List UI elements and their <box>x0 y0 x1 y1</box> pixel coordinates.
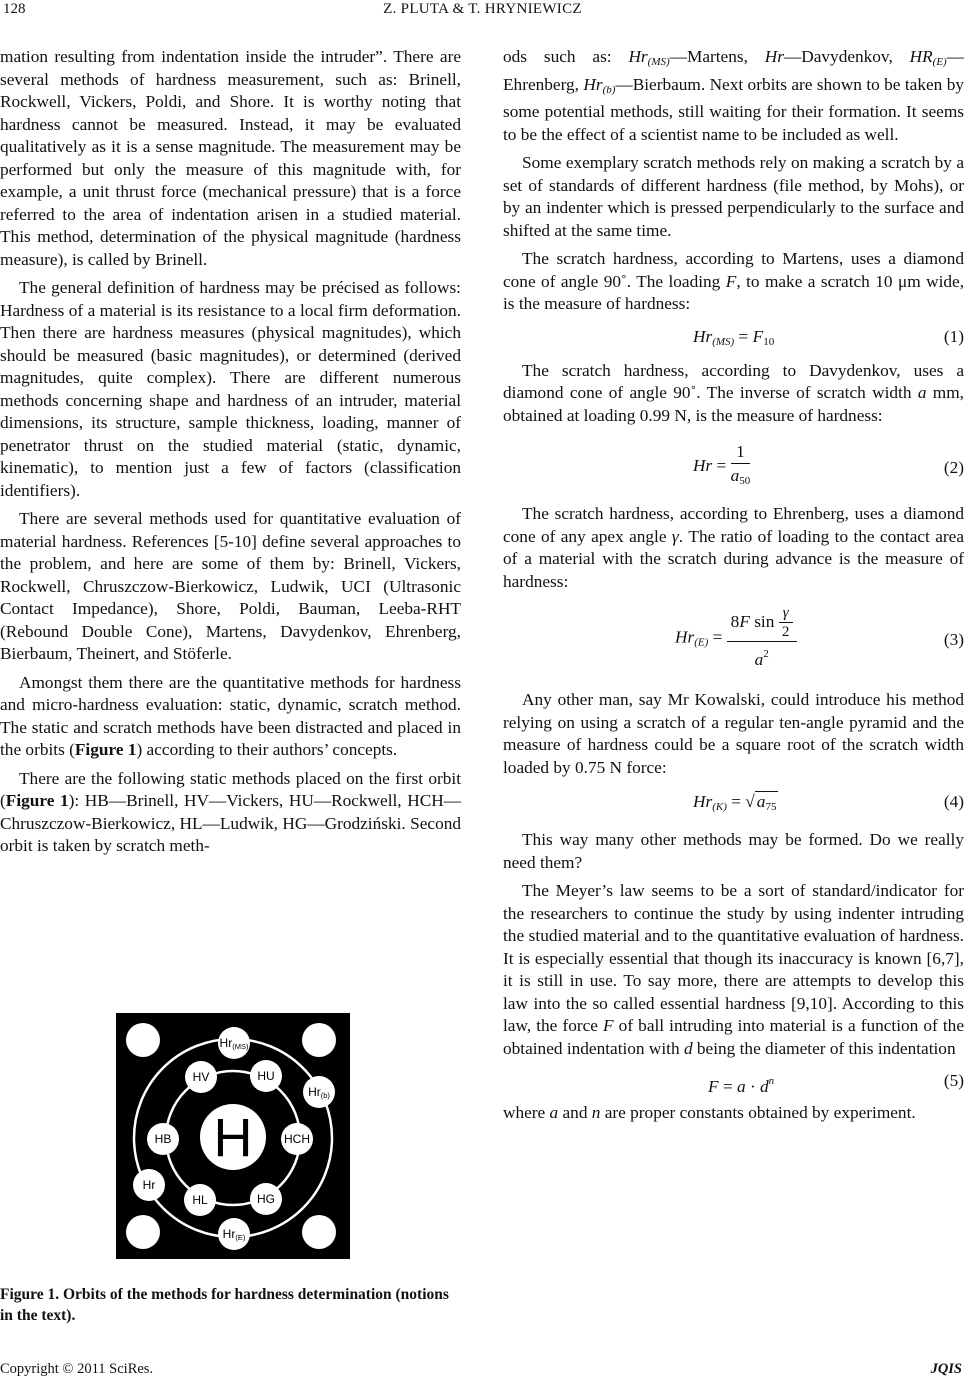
eq-sign: = <box>722 1077 733 1096</box>
text: , to make a scratch 10 μm wide, is the measure of hardness: <box>503 271 965 313</box>
radicand <box>755 791 779 811</box>
eq-sign: = <box>738 326 749 346</box>
text: ) according to their authors’ concepts. <box>136 740 398 759</box>
text: Amongst them there are the quantitative methods for hardness and micro-hardness evaluation: static, dynamic, scratch method. The static and scratch methods have been distracted and placed in the orbits ( <box>0 672 461 759</box>
paragraph <box>0 768 461 858</box>
text: where <box>503 1103 550 1122</box>
left-column <box>0 46 461 858</box>
equation-2 <box>503 427 964 503</box>
paragraph <box>503 46 964 146</box>
corner-circle <box>126 1023 160 1057</box>
denominator: 2 <box>781 624 790 640</box>
paragraph: This way many other methods may be formed. Do we really need them? <box>503 830 964 872</box>
equation-1 <box>503 316 964 360</box>
text: and <box>558 1103 592 1122</box>
paragraph <box>503 880 964 1060</box>
subscript: (b) <box>602 83 616 96</box>
eq-subscript: (E) <box>694 636 709 649</box>
eq-lhs: Hr <box>675 627 695 647</box>
text: . The ratio of loading to the contact area of a material with the scratch during advance is the measure of hardness: <box>503 526 964 591</box>
eq-lhs: F <box>708 1077 719 1096</box>
eq-subscript: 75 <box>765 801 777 813</box>
symbol: HR <box>909 47 933 66</box>
eq-var: d <box>760 1077 769 1096</box>
corner-circle <box>302 1215 336 1249</box>
paragraph: mation resulting from indentation inside the intruder”. There are several methods of hardness measurement, such as: Brinell, Rockwell, Vickers, Poldi, and Shore. It is worthy noting that hardness cannot be measured. Instead, it may be evaluated qualitatively as it is a sense magnitude. The measurement may be performed but only the measure of this magnitude with, for example, a unit thrust force (mechanical pressure) that is a force referred to the area of indentation arisen in a studied material. This method, determination of the physical magnitude (hardness measure), is called by Brinell. <box>0 47 461 269</box>
denominator <box>727 642 797 672</box>
corner-circle <box>126 1215 160 1249</box>
numerator: γ <box>779 605 793 623</box>
paragraph <box>0 672 461 762</box>
text: The Meyer’s law seems to be a sort of standard/indicator for the researchers to continue the study by using indenter intruding the studied material and to the quantitative evaluation of hardness. It is especially essential that though its inaccuracy is known [6,7], it is still in use. To say more, there are attempts to develop this law into the so called essential hardness [9,10]. According to this law, the force <box>503 881 964 1035</box>
paragraph <box>503 360 964 428</box>
page-number: 128 <box>3 1 26 17</box>
node-label: Hr <box>142 1178 156 1192</box>
node-label: HL <box>192 1193 208 1207</box>
text: of ball intruding into material is a function of the obtained indentation with <box>503 1016 964 1058</box>
inner-fraction <box>779 605 793 641</box>
eq-lhs: Hr <box>693 326 713 346</box>
equation-4 <box>503 779 964 829</box>
node-label: HV <box>192 1070 210 1084</box>
right-column <box>503 46 964 1125</box>
numerator: 1 <box>731 441 751 464</box>
eq-var: a <box>754 650 764 669</box>
eq-coef: 8 <box>730 611 740 631</box>
eq-sign: = <box>731 792 741 811</box>
eq-sign: = <box>712 627 723 647</box>
eq-subscript: 50 <box>739 475 751 487</box>
text: ): HB—Brinell, HV—Vickers, HU—Rockwell, HCH—Chruszczow-Bierkowicz, HL—Ludwik, HG—Grodziński. Second orbit is taken by scratch meth- <box>0 791 461 855</box>
eq-sign: = <box>716 455 727 475</box>
paragraph: The general definition of hardness may be précised as follows: Hardness of a material is its resistance to a local firm deformation. Then there are hardness measures (physical magnitudes), which should be measured (basic magnitudes), or determined (derived magnitudes, quite complex). There are different numerous methods concerning shape and hardness of an intruder, material dimensions, its structure, sample thickness, loading, manner of penetrator thrust on the studied material (static, dynamic, kinematic), to mention just a few of factors (classification identifiers). <box>0 278 461 500</box>
symbol: n <box>591 1103 601 1122</box>
corner-circle <box>302 1023 336 1057</box>
eq-subscript: (MS) <box>712 335 735 348</box>
eq-lhs: Hr <box>693 455 713 475</box>
fraction <box>727 605 797 672</box>
text: mm, obtained at loading 0.99 N, is the measure of hardness: <box>503 383 964 425</box>
eq-var: a <box>730 466 740 485</box>
orbits-diagram <box>116 1013 350 1259</box>
symbol: Hr <box>628 47 648 66</box>
text: The scratch hardness, according to Davydenkov, uses a diamond cone of angle 90˚. The inverse of scratch width <box>503 360 964 402</box>
eq-rhs: F <box>752 326 764 346</box>
figure-ref: Figure 1 <box>74 740 137 759</box>
eq-superscript: n <box>768 1075 775 1087</box>
node-label: HCH <box>284 1132 310 1146</box>
eq-subscript: (K) <box>712 801 727 813</box>
radical-sign: √ <box>745 792 755 811</box>
text: —Ehrenberg, <box>503 47 964 94</box>
text: ods such as: <box>503 47 629 66</box>
subscript: (MS) <box>647 56 670 68</box>
node-label: Hr(MS) <box>219 1036 249 1051</box>
text: —Davydenkov, <box>783 47 910 66</box>
text: —Bierbaum. Next orbits are shown to be taken by some potential methods, still waiting for their formation. It seems to be the effect of a scientist name to be included as well. <box>503 74 964 144</box>
node-label: Hr(E) <box>222 1227 246 1242</box>
running-head: Z. PLUTA & T. HRYNIEWICZ <box>383 1 582 17</box>
equation-3 <box>503 593 964 689</box>
figure-1 <box>116 1013 350 1259</box>
node-label: HG <box>257 1192 275 1206</box>
symbol: Hr <box>583 74 603 94</box>
eq-function: sin <box>754 611 775 631</box>
equation-number: (2) <box>943 458 964 477</box>
paragraph <box>503 1102 964 1125</box>
copyright: Copyright © 2011 SciRes. <box>0 1361 154 1377</box>
eq-operator: · <box>749 1077 756 1096</box>
symbol: F <box>725 271 737 291</box>
equation-5 <box>503 1060 964 1102</box>
paragraph: Any other man, say Mr Kowalski, could introduce his method relying on using a scratch of a regular ten-angle pyramid and the measure of hardness could be a square root of the scratch width loaded by 0.75 N force: <box>503 690 964 777</box>
symbol: d <box>683 1038 693 1058</box>
eq-var: F <box>739 611 750 631</box>
paragraph <box>503 503 964 593</box>
equation-number: (5) <box>943 1071 964 1090</box>
eq-var: a <box>756 792 766 811</box>
journal-abbrev: JQIS <box>930 1361 962 1377</box>
numerator <box>727 605 797 642</box>
node-label: HB <box>154 1132 172 1146</box>
symbol: F <box>603 1016 614 1035</box>
equation-number: (3) <box>943 630 964 649</box>
eq-var: a <box>736 1077 746 1096</box>
symbol: Hr <box>764 47 784 66</box>
text: —Martens, <box>669 47 765 66</box>
denominator <box>731 464 751 493</box>
equation-number: (1) <box>943 326 964 346</box>
paragraph: Some exemplary scratch methods rely on making a scratch by a set of standards of different hardness (file method, by Mohs), or by an indenter which is pressed perpendicularly to the surface and shifted at the same time. <box>503 153 964 240</box>
eq-lhs: Hr <box>693 792 713 811</box>
node-label: HU <box>257 1069 275 1083</box>
text: The scratch hardness, according to Martens, uses a diamond cone of angle 90˚. The loading <box>503 249 964 291</box>
node-label: Hr(b) <box>308 1085 330 1100</box>
eq-superscript: 2 <box>763 648 769 660</box>
text: The scratch hardness, according to Ehrenberg, uses a diamond cone of any apex angle <box>503 504 964 546</box>
symbol: a <box>917 383 927 402</box>
equation-number: (4) <box>943 792 964 811</box>
subscript: (E) <box>932 56 947 68</box>
text: There are the following static methods placed on the first orbit ( <box>0 768 461 810</box>
paragraph <box>503 248 964 316</box>
center-label: H <box>213 1108 253 1168</box>
figure-caption: Figure 1. Orbits of the methods for hardness determination (notions in the text). <box>0 1286 449 1324</box>
figure-ref: Figure 1 <box>5 791 69 810</box>
text: are proper constants obtained by experiment. <box>600 1103 916 1122</box>
fraction <box>731 441 751 493</box>
eq-subscript: 10 <box>763 335 775 348</box>
paragraph: There are several methods used for quantitative evaluation of material hardness. References [5-10] define several approaches to the problem, and here are some of them by: Brinell, Vickers, Rockwell, Chruszczow-Bierkowicz, Ludwik, UCI (Ultrasonic Contact Impedance), Shore, Poldi, Bauman, Leeba-RHT (Rebound Double Cone), Martens, Davydenkov, Ehrenberg, Bierbaum, Theinert, and Stöferle. <box>0 509 461 663</box>
symbol: a <box>549 1103 559 1122</box>
text: being the diameter of this indentation <box>692 1038 956 1058</box>
symbol: γ <box>671 526 679 546</box>
